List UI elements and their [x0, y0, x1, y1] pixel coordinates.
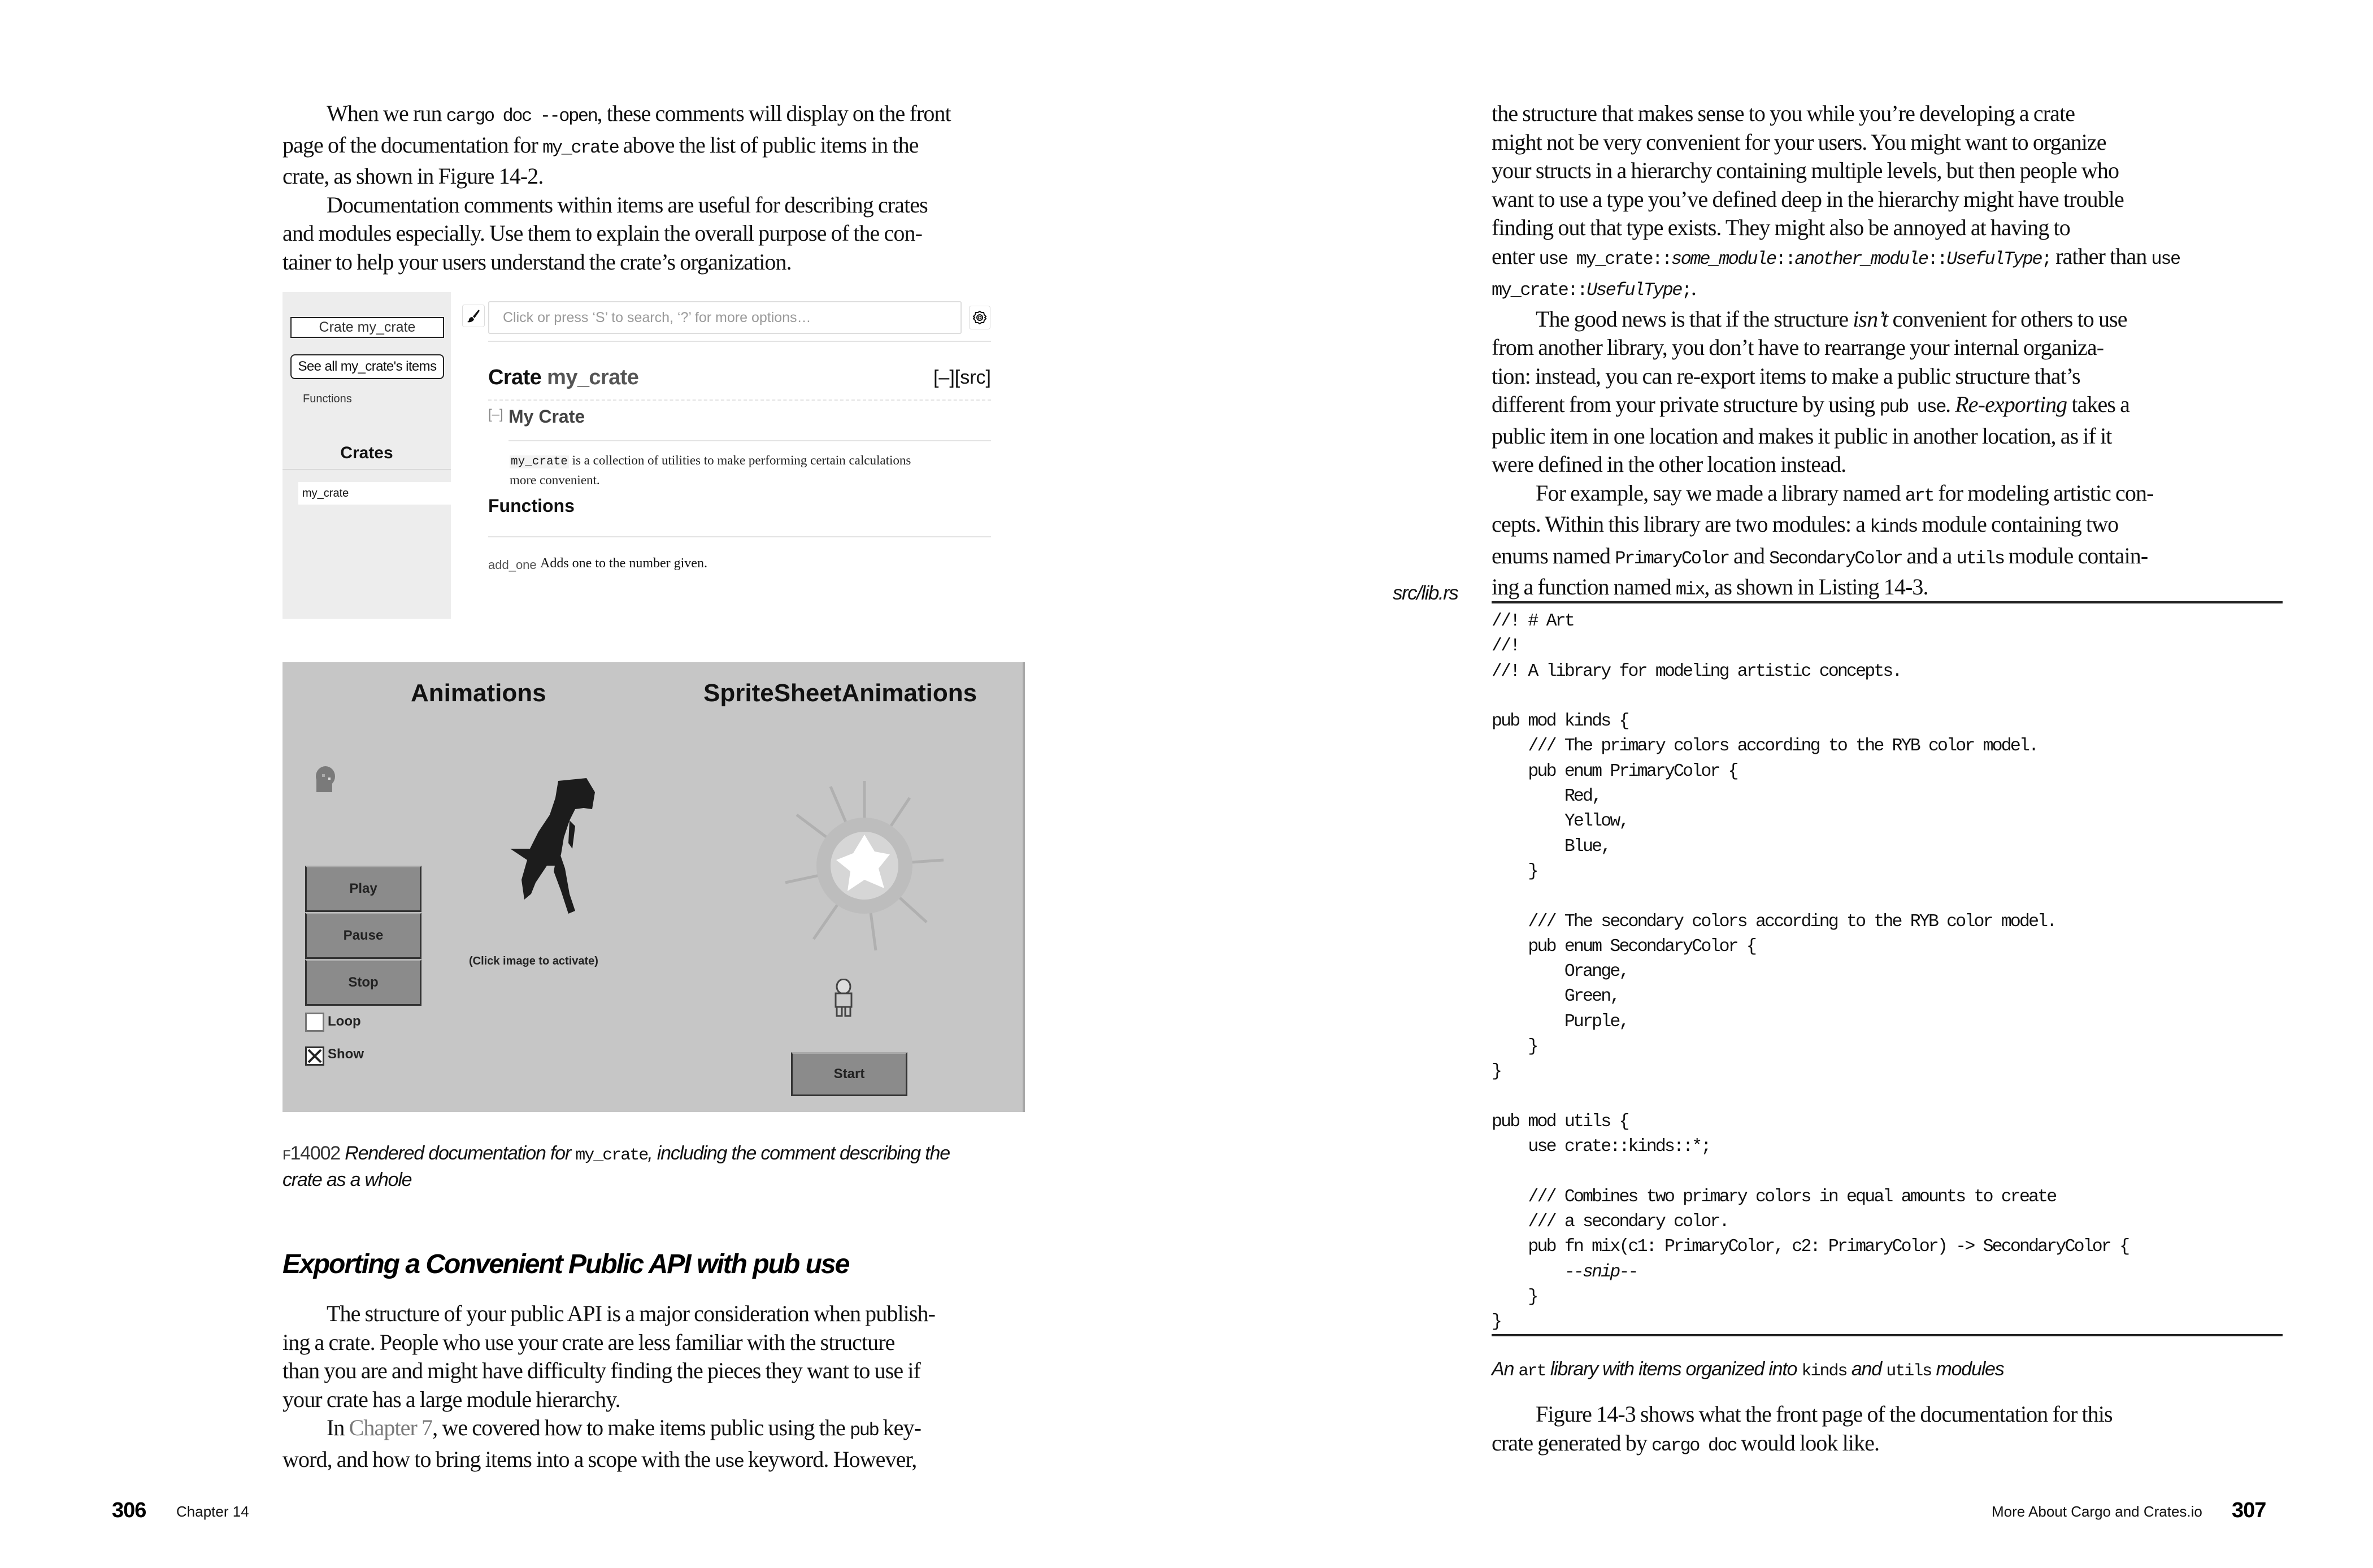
text: finding out that type exists. They might also be annoyed at having to — [1492, 215, 2070, 240]
paragraph — [1492, 305, 2180, 479]
checkbox-x-icon — [307, 1048, 323, 1064]
inline-code: utils — [1956, 548, 2004, 569]
paragraph — [282, 1414, 935, 1476]
paragraph — [1492, 1400, 2113, 1460]
text: your structs in a hierarchy containing multiple levels, but then people who — [1492, 158, 2119, 183]
text-line — [1492, 185, 2180, 214]
text: the structure that makes sense to you while you’re developing a crate — [1492, 101, 2075, 126]
text-line — [1492, 479, 2180, 511]
sidebar-item-my-crate[interactable]: my_crate — [298, 482, 451, 505]
text: tainer to help your users understand the crate’s organization. — [282, 249, 792, 275]
inline-code: art — [1518, 1362, 1546, 1381]
text: tion: instead, you can re-export items to make a public structure that’s — [1492, 363, 2080, 389]
paragraph — [282, 1300, 935, 1414]
code-line: //! — [1492, 636, 1519, 657]
text: from another library, you don’t have to rearrange your internal organiza- — [1492, 335, 2104, 360]
paragraph — [282, 99, 951, 191]
function-description: Adds one to the number given. — [540, 556, 707, 571]
inline-code: SecondaryColor — [1769, 548, 1902, 569]
rustdoc-screenshot — [282, 292, 1017, 619]
crate-title — [488, 366, 638, 390]
dinosaur-sprite[interactable] — [490, 770, 626, 922]
code-line: Yellow, — [1492, 811, 1628, 832]
text-line — [1492, 157, 2180, 185]
text: module containing two — [1917, 511, 2119, 537]
text-line — [1492, 1429, 2113, 1461]
see-all-items-button[interactable]: See all my_crate's items — [290, 354, 444, 379]
rustdoc-sidebar — [282, 292, 451, 619]
functions-heading: Functions — [488, 496, 575, 516]
inline-code: :: — [1927, 248, 1947, 270]
text-line — [1492, 450, 2180, 479]
code-line: Purple, — [1492, 1011, 1628, 1032]
loop-label: Loop — [328, 1014, 361, 1029]
text: In — [327, 1415, 349, 1440]
paragraph — [1492, 479, 2180, 605]
explosion-sprite — [780, 775, 949, 956]
doc-heading: My Crate — [508, 406, 585, 427]
text: The good news is that if the structure — [1536, 306, 1853, 332]
sidebar-item-functions[interactable]: Functions — [303, 393, 352, 405]
text: might not be very convenient for your users. You might want to organize — [1492, 129, 2106, 155]
pause-button[interactable]: Pause — [305, 913, 421, 959]
inline-code: kinds — [1870, 516, 1918, 537]
text-line — [1492, 390, 2180, 422]
search-input[interactable]: Click or press ‘S’ to search, ‘?’ for more options… — [488, 301, 962, 334]
loop-checkbox[interactable] — [305, 1013, 324, 1032]
figure-caption: F14002 Rendered documentation for my_crate, including the comment describing the crate as a whole — [282, 1143, 950, 1191]
text-line — [1492, 542, 2180, 574]
animations-heading: Animations — [411, 679, 546, 707]
code-line: //! # Art — [1492, 611, 1574, 631]
code-line: pub enum PrimaryColor { — [1492, 761, 1737, 781]
paragraph-reexport — [1492, 99, 2180, 605]
page-number-left: 306 — [112, 1498, 146, 1522]
inline-code: UsefulType — [1587, 280, 1682, 301]
title-crate-name: my_crate — [547, 366, 639, 389]
text: . — [1945, 392, 1955, 417]
emphasis: isn’t — [1853, 306, 1888, 332]
code-line: } — [1492, 1062, 1501, 1082]
text: and — [1728, 542, 1770, 568]
text: The structure of your public API is a major consideration when publish- — [327, 1301, 936, 1326]
doc-line-1: is a collection of utilities to make performing certain calculations — [568, 453, 911, 467]
animations-game-screenshot — [282, 662, 1025, 1112]
start-button[interactable]: Start — [791, 1052, 907, 1096]
text: different from your private structure by using — [1492, 392, 1880, 417]
inline-code: mix — [1675, 579, 1705, 600]
text: , these comments will display on the front — [597, 101, 951, 126]
inline-code: PrimaryColor — [1615, 548, 1729, 569]
inline-code: some_module — [1671, 248, 1776, 270]
show-checkbox[interactable] — [305, 1046, 324, 1066]
text-line — [282, 1385, 935, 1414]
inline-code: use — [2151, 248, 2180, 270]
text: , we covered how to make items public using the — [432, 1415, 850, 1440]
crate-button[interactable]: Crate my_crate — [290, 317, 444, 338]
text-line — [1492, 214, 2180, 242]
inline-code: UsefulType — [1946, 248, 2042, 270]
function-link-add-one[interactable]: add_one — [488, 558, 537, 572]
text: and — [1846, 1358, 1887, 1380]
dashed-divider — [488, 399, 991, 401]
text: key- — [878, 1415, 921, 1440]
small-sprite-icon — [313, 764, 338, 796]
code-line: /// Combines two primary colors in equal amounts to create — [1492, 1187, 2056, 1207]
snip-marker: snip — [1583, 1262, 1619, 1282]
text: An — [1492, 1358, 1519, 1380]
text-line — [282, 1414, 935, 1445]
paragraph — [282, 191, 951, 277]
code-line: } — [1492, 1287, 1537, 1308]
sidebar-crates-heading: Crates — [340, 444, 393, 462]
inline-code: my_crate:: — [1492, 280, 1587, 301]
text-line — [1492, 1400, 2113, 1429]
text: crate, as shown in Figure 14-2. — [282, 163, 544, 189]
page-number-right: 307 — [2232, 1498, 2266, 1522]
code-line — [1492, 884, 2283, 909]
text: page of the documentation for — [282, 132, 543, 158]
text-line — [282, 99, 951, 131]
listing-top-rule — [1492, 601, 2283, 603]
gear-icon — [972, 310, 987, 325]
text-line — [1492, 99, 2180, 128]
theme-button[interactable] — [462, 305, 485, 327]
text-line — [282, 1357, 935, 1385]
inline-code: kinds — [1801, 1362, 1847, 1381]
text: ing a function named — [1492, 574, 1676, 600]
text: For example, say we made a library named — [1536, 480, 1905, 506]
running-head-left: Chapter 14 — [176, 1503, 249, 1520]
text: Documentation comments within items are useful for describing crates — [327, 192, 928, 218]
listing-filename: src/lib.rs — [1393, 582, 1458, 604]
code-line: pub mod utils { — [1492, 1111, 1628, 1132]
paragraph-figure-ref — [1492, 1400, 2113, 1460]
code-line: /// a secondary color. — [1492, 1212, 1728, 1232]
listing-caption — [1492, 1357, 2283, 1384]
text: public item in one location and makes it public in another location, as if it — [1492, 423, 2112, 449]
text: rather than — [2050, 243, 2152, 269]
text: takes a — [2067, 392, 2130, 417]
code-line: --snip-- — [1492, 1262, 1637, 1282]
collapse-src-links[interactable]: [–][src] — [933, 367, 991, 388]
text-line — [282, 1300, 935, 1328]
text: enter — [1492, 243, 1539, 269]
show-label: Show — [328, 1046, 364, 1062]
text: cepts. Within this library are two modules: a — [1492, 511, 1870, 537]
code-line — [1492, 1085, 2283, 1110]
inline-code: :: — [1775, 248, 1795, 270]
section-heading: Exporting a Convenient Public API with pub use — [282, 1249, 849, 1279]
text: library with items organized into — [1545, 1358, 1802, 1380]
text-line — [282, 162, 951, 191]
text-line — [1492, 273, 2180, 305]
crate-doc-text — [510, 451, 911, 489]
divider — [508, 440, 991, 441]
code-line: //! A library for modeling artistic concepts. — [1492, 661, 1901, 681]
play-button[interactable]: Play — [305, 866, 421, 912]
text-line — [282, 1328, 935, 1357]
text: , as shown in Listing 14-3. — [1704, 574, 1928, 600]
paragraph — [1492, 99, 2180, 305]
code-line: pub fn mix(c1: PrimaryColor, c2: PrimaryColor) -> SecondaryColor { — [1492, 1237, 2129, 1257]
text-line — [282, 219, 951, 248]
inline-code: cargo doc — [1651, 1435, 1737, 1456]
sidebar-divider — [282, 469, 451, 470]
code-line — [1492, 1160, 2283, 1185]
text: than you are and might have difficulty finding the pieces they want to use if — [282, 1358, 920, 1383]
text: ing a crate. People who use your crate are less familiar with the structure — [282, 1329, 895, 1355]
text-line — [1492, 510, 2180, 542]
inline-code: another_module — [1794, 248, 1928, 270]
inline-code: ; — [2041, 248, 2051, 270]
inline-code: art — [1905, 485, 1934, 506]
text: crate generated by — [1492, 1430, 1652, 1456]
text-line — [282, 1445, 935, 1477]
text-line — [1492, 333, 2180, 362]
inline-code: use — [715, 1451, 744, 1473]
code-line: Orange, — [1492, 962, 1628, 982]
text-line — [1492, 362, 2180, 391]
text-line — [282, 248, 951, 277]
inline-code: pub use — [1879, 397, 1946, 418]
text: Figure 14-3 shows what the front page of the documentation for this — [1536, 1401, 2113, 1427]
inline-code: use my_crate:: — [1538, 248, 1671, 270]
code-line: } — [1492, 1312, 1501, 1332]
click-hint: (Click image to activate) — [469, 955, 598, 967]
title-prefix: Crate — [488, 366, 547, 389]
text: your crate has a large module hierarchy. — [282, 1386, 620, 1412]
doc-line-2: more convenient. — [510, 473, 600, 487]
inline-code: utils — [1886, 1362, 1932, 1381]
doc-collapse-toggle[interactable]: [–] — [488, 407, 503, 422]
text: keyword. However, — [743, 1446, 917, 1472]
code-line: /// The primary colors according to the RYB color model. — [1492, 736, 2038, 757]
doc-code: my_crate — [511, 455, 568, 468]
paragraph-cargo-doc-open — [282, 99, 951, 276]
paragraph-public-api — [282, 1300, 935, 1476]
code-line: Red, — [1492, 787, 1601, 807]
text: were defined in the other location instead. — [1492, 451, 1846, 477]
text: . — [1690, 275, 1697, 300]
text-line — [1492, 573, 2180, 605]
emphasis: Re-exporting — [1955, 392, 2067, 417]
text: want to use a type you’ve defined deep in the hierarchy might have trouble — [1492, 186, 2124, 212]
inline-code: pub — [850, 1420, 879, 1441]
listing-bottom-rule — [1492, 1334, 2283, 1336]
knight-sprite — [828, 979, 859, 1017]
text-line — [1492, 242, 2180, 274]
text: would look like. — [1736, 1430, 1880, 1456]
text-line — [282, 191, 951, 220]
text-line — [282, 131, 951, 163]
text: and a — [1902, 542, 1957, 568]
code-line: } — [1492, 861, 1537, 881]
code-line: Blue, — [1492, 836, 1610, 857]
inline-code: ; — [1681, 280, 1691, 301]
text-line — [1492, 422, 2180, 451]
running-head-right: More About Cargo and Crates.io — [1992, 1503, 2202, 1520]
code-line: } — [1492, 1037, 1537, 1057]
figure-number: F14002 — [282, 1143, 341, 1164]
text: When we run — [327, 101, 446, 126]
text: above the list of public items in the — [618, 132, 919, 158]
text: convenient for others to use — [1888, 306, 2127, 332]
text: and modules especially. Use them to explain the overall purpose of the con- — [282, 220, 922, 246]
divider — [488, 341, 991, 342]
code-line — [1492, 684, 2283, 709]
text: word, and how to bring items into a scope with the — [282, 1446, 715, 1472]
code-line: use crate::kinds::*; — [1492, 1137, 1710, 1157]
code-line: Green, — [1492, 987, 1619, 1007]
paintbrush-icon — [466, 309, 481, 323]
inline-code: cargo doc --open — [446, 106, 597, 127]
code-listing — [1492, 609, 2283, 1335]
text: enums named — [1492, 542, 1615, 568]
inline-code: my_crate — [542, 137, 619, 158]
settings-button[interactable] — [969, 306, 990, 329]
spritesheet-heading: SpriteSheetAnimations — [703, 679, 977, 707]
stop-button[interactable]: Stop — [305, 959, 421, 1006]
text: modules — [1931, 1358, 2004, 1380]
code-line: pub enum SecondaryColor { — [1492, 936, 1755, 957]
cross-reference-link[interactable]: Chapter 7 — [349, 1415, 433, 1440]
code-line: pub mod kinds { — [1492, 711, 1628, 732]
text: module contain- — [2003, 542, 2148, 568]
text: for modeling artistic con- — [1933, 480, 2154, 506]
text-line — [1492, 305, 2180, 334]
text-line — [1492, 128, 2180, 157]
divider — [488, 536, 991, 537]
code-line: /// The secondary colors according to the RYB color model. — [1492, 911, 2056, 932]
